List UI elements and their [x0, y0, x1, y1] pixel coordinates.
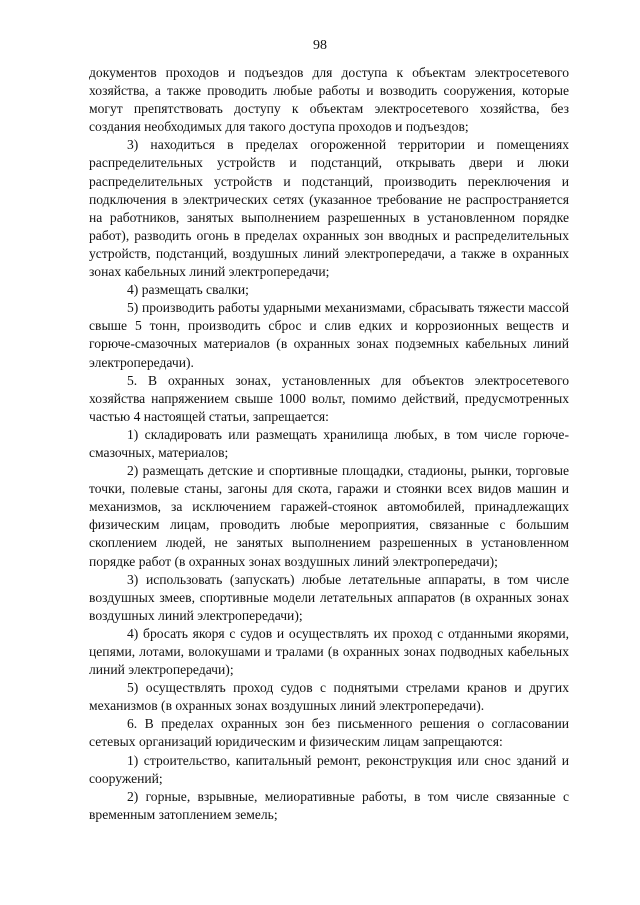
paragraph: 3) использовать (запускать) любые летательные аппараты, в том числе воздушных змеев, спортивные модели летательных аппаратов (в охранных зонах воздушных линий электропередачи); — [89, 571, 569, 623]
paragraph: 6. В пределах охранных зон без письменного решения о согласовании сетевых организаций юридическим и физическим лицам запрещаются: — [89, 716, 569, 750]
paragraph: 1) строительство, капитальный ремонт, реконструкция или снос зданий и сооружений; — [89, 752, 569, 786]
page-number: 98 — [313, 38, 327, 53]
paragraph: 4) размещать свалки; — [127, 282, 249, 298]
paragraph: 5) производить работы ударными механизмами, сбрасывать тяжести массой свыше 5 тонн, производить сброс и слив едких и коррозионных веществ и горюче-смазочных материалов (в охранных зонах подземных кабельных линий электропередачи). — [89, 300, 569, 370]
paragraph: 1) складировать или размещать хранилища любых, в том числе горюче-смазочных, материалов; — [89, 426, 569, 460]
paragraph: 2) размещать детские и спортивные площадки, стадионы, рынки, торговые точки, полевые станы, загоны для скота, гаражи и стоянки всех видов машин и механизмов, за исключением гаражей-стоянок автомобилей, принадлежащих физическим лицам, проводить любые мероприятия, связанные с большим скоплением людей, не занятых выполнением разрешенных в установленном порядке работ (в охранных зонах воздушных линий электропередачи); — [89, 463, 569, 569]
paragraph: 2) горные, взрывные, мелиоративные работы, в том числе связанные с временным затоплением земель; — [89, 788, 569, 822]
paragraph: 3) находиться в пределах огороженной территории и помещениях распределительных устройств и подстанций, открывать двери и люки распределительных устройств и подстанций, производить переключения и подключения в электрических сетях (указанное требование не распространяется на работников, занятых выполнением разрешенных в установленном порядке работ), разводить огонь в пределах охранных зон вводных и распределительных устройств, подстанций, воздушных линий электропередачи, а также в охранных зонах кабельных линий электропередачи; — [89, 137, 569, 280]
body-text — [89, 64, 569, 824]
paragraph: 4) бросать якоря с судов и осуществлять их проход с отданными якорями, цепями, лотами, волокушами и тралами (в охранных зонах подводных кабельных линий электропередачи); — [89, 625, 569, 678]
paragraph: 5. В охранных зонах, установленных для объектов электросетевого хозяйства напряжением свыше 1000 вольт, помимо действий, предусмотренных частью 4 настоящей статьи, запрещается: — [89, 372, 569, 424]
paragraph: документов проходов и подъездов для доступа к объектам электросетевого хозяйства, а также проводить любые работы и возводить сооружения, которые могут препятствовать доступу к объектам электросетевого хозяйства, без создания необходимых для такого доступа проходов и подъездов; — [89, 65, 569, 135]
paragraph: 5) осуществлять проход судов с поднятыми стрелами кранов и других механизмов (в охранных зонах воздушных линий электропередачи). — [89, 680, 569, 714]
